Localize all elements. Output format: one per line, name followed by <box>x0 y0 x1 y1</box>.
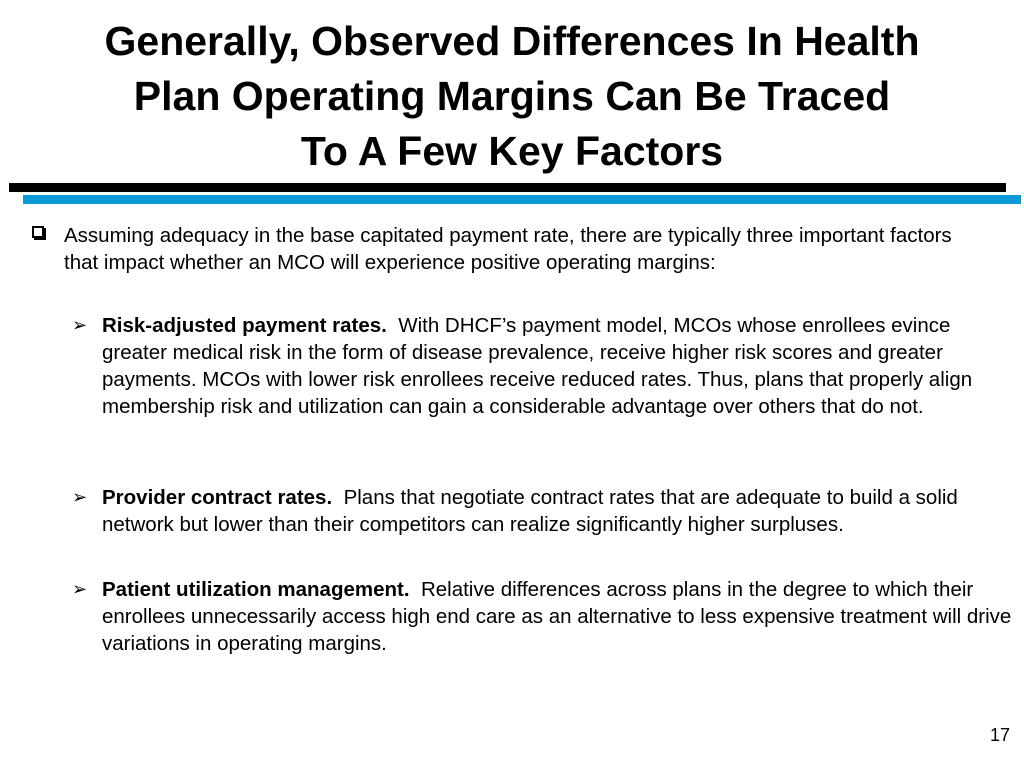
title-line-2: Plan Operating Margins Can Be Traced <box>133 73 891 119</box>
intro-bullet <box>30 222 990 276</box>
title-line-1: Generally, Observed Differences In Health <box>104 18 920 64</box>
title-divider-blue <box>23 195 1021 204</box>
factor-lead: Provider contract rates. <box>102 486 333 509</box>
slide-title <box>0 14 1024 179</box>
factor-text: Plans that negotiate contract rates that are adequate to build a solid network but lower than their competitors can realize significantly higher surpluses. <box>102 486 958 536</box>
title-line-3: To A Few Key Factors <box>300 128 724 174</box>
factor-body <box>102 312 1017 420</box>
page-number: 17 <box>990 725 1011 745</box>
arrow-bullet-icon: ➢ <box>72 315 88 335</box>
arrow-bullet-icon: ➢ <box>72 579 88 599</box>
factor-body <box>102 484 1017 538</box>
factor-lead: Risk-adjusted payment rates. <box>102 314 387 337</box>
factor-risk-adjusted <box>72 312 1017 420</box>
factor-utilization-management <box>72 576 1017 657</box>
checkbox-bullet-icon <box>32 226 44 238</box>
title-divider-black <box>9 183 1006 192</box>
factor-body <box>102 576 1017 657</box>
factor-provider-contract <box>72 484 1017 538</box>
factor-text: Relative differences across plans in the degree to which their enrollees unnecessarily access high end care as an alternative to less expensive treatment will drive variations in operating margins. <box>102 578 1012 655</box>
factor-text: With DHCF’s payment model, MCOs whose enrollees evince greater medical risk in the form of disease prevalence, receive higher risk scores and greater payments. MCOs with lower risk enrollees receive reduced rates. Thus, plans that properly align membership risk and utilization can gain a considerable advantage over others that do not. <box>102 314 973 418</box>
factor-lead: Patient utilization management. <box>102 578 410 601</box>
intro-text: Assuming adequacy in the base capitated payment rate, there are typically three important factors that impact whether an MCO will experience positive operating margins: <box>64 224 952 274</box>
arrow-bullet-icon: ➢ <box>72 487 88 507</box>
